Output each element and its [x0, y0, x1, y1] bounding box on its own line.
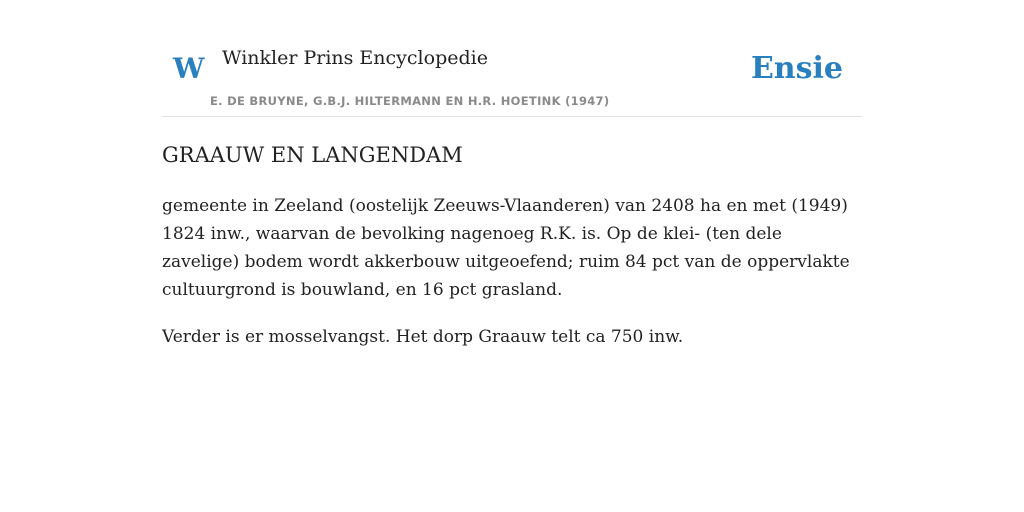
ensie-brand-link[interactable]: Ensie	[750, 51, 843, 86]
article-title: GRAAUW EN LANGENDAM	[162, 143, 463, 167]
book-title[interactable]: Winkler Prins Encyclopedie	[222, 47, 488, 69]
encyclopedia-logo[interactable]: W	[173, 52, 205, 85]
header	[162, 0, 862, 117]
article	[162, 138, 862, 351]
article-paragraph: Verder is er mosselvangst. Het dorp Graauw telt ca 750 inw.	[162, 327, 684, 347]
book-authors: E. DE BRUYNE, G.B.J. HILTERMANN EN H.R. HOETINK (1947)	[210, 94, 610, 108]
article-paragraph: gemeente in Zeeland (oostelijk Zeeuws-Vlaanderen) van 2408 ha en met (1949) 1824 inw., waarvan de bevolking nagenoeg R.K. is. Op de klei- (ten dele zavelige) bodem wordt akkerbouw uitgeoefend; ruim 84 pct van de oppervlakte cultuurgrond is bouwland, en 16 pct grasland.	[162, 196, 850, 300]
